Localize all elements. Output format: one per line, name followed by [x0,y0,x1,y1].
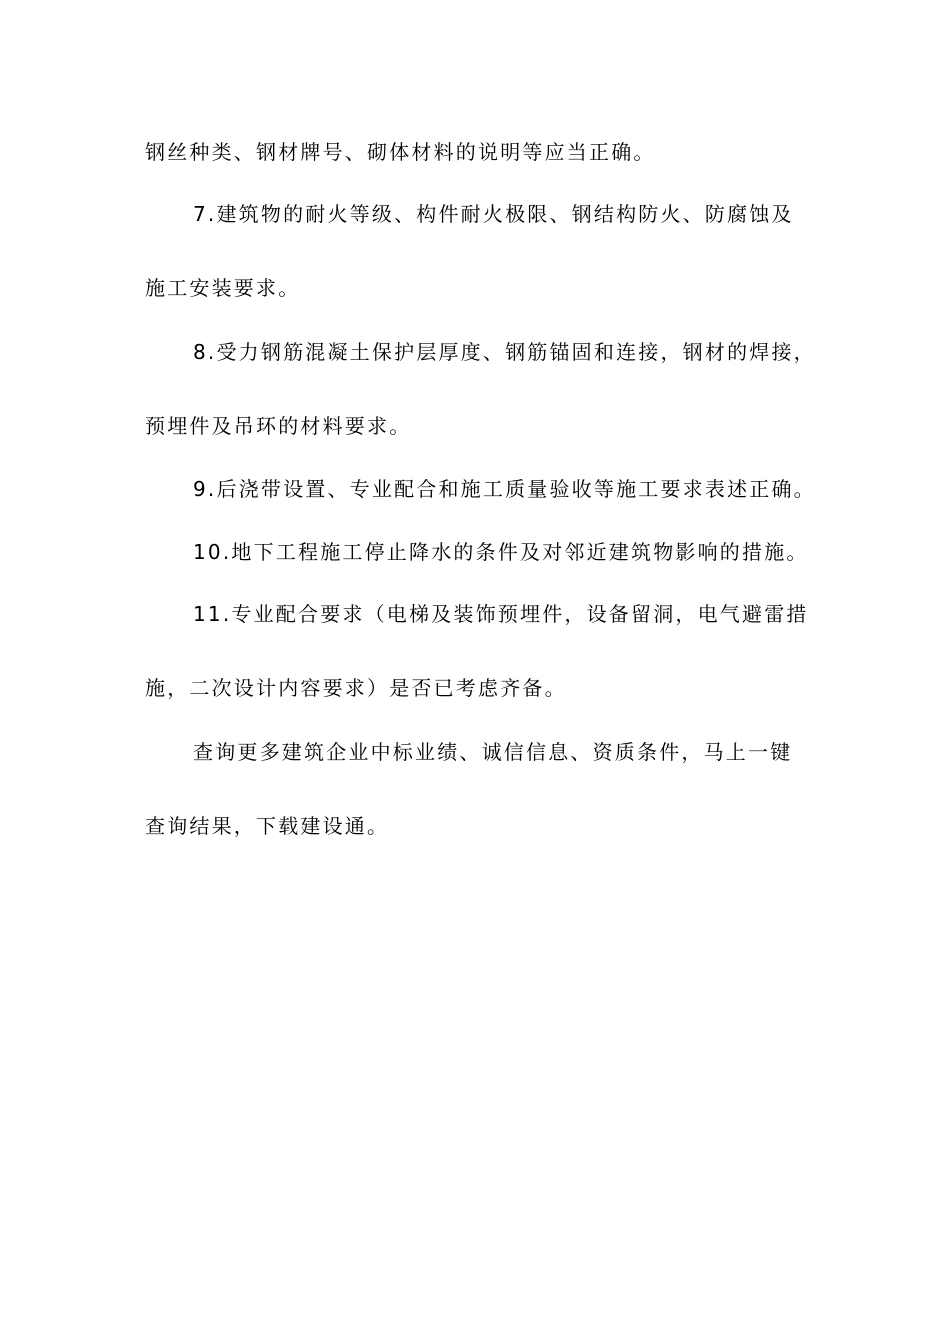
item-8-line-1: 8.受力钢筋混凝土保护层厚度、钢筋锚固和连接，钢材的焊接， [193,340,816,364]
text-line-1: 钢丝种类、钢材牌号、砌体材料的说明等应当正确。 [145,140,656,164]
promo-line-1: 查询更多建筑企业中标业绩、诚信信息、资质条件，马上一键 [193,740,793,764]
item-11-line-2: 施，二次设计内容要求）是否已考虑齐备。 [145,676,567,700]
item-8-line-2: 预埋件及吊环的材料要求。 [145,414,412,438]
item-9-line-1: 9.后浇带设置、专业配合和施工质量验收等施工要求表述正确。 [193,477,816,501]
item-11-line-1: 11.专业配合要求（电梯及装饰预埋件，设备留洞，电气避雷措 [193,602,809,626]
item-10-line-1: 10.地下工程施工停止降水的条件及对邻近建筑物影响的措施。 [193,540,809,564]
item-7-line-2: 施工安装要求。 [145,276,301,300]
item-7-line-1: 7.建筑物的耐火等级、构件耐火极限、钢结构防火、防腐蚀及 [193,202,794,226]
promo-line-2: 查询结果，下载建设通。 [145,814,390,838]
